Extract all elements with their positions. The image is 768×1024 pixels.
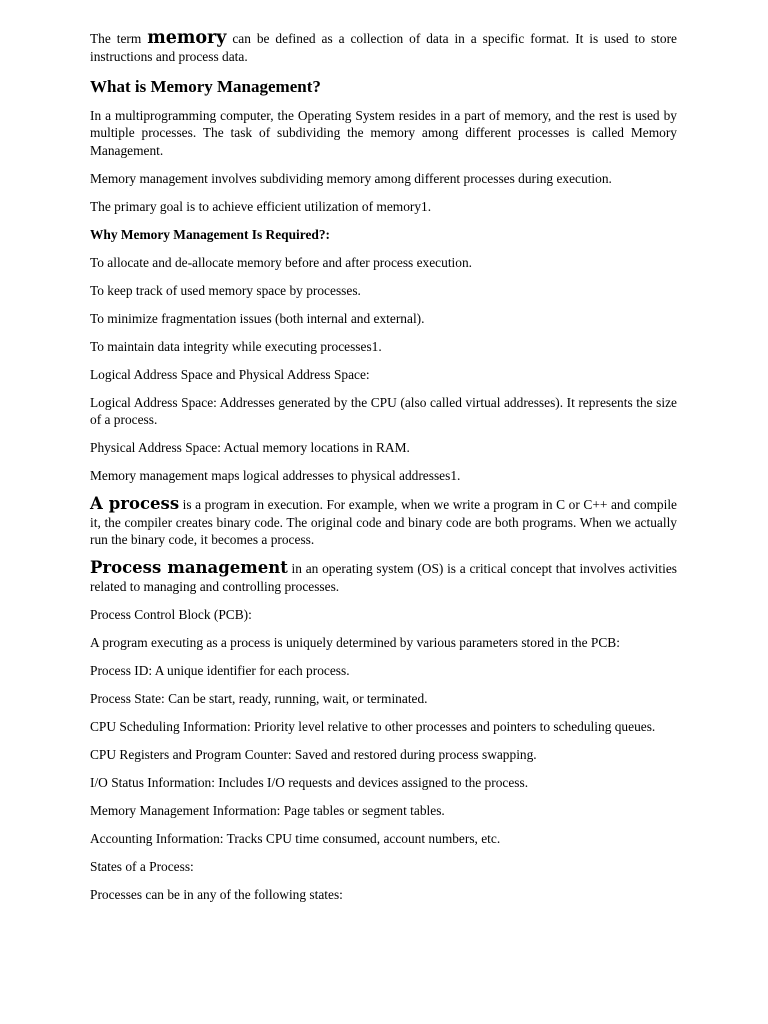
paragraph — [90, 338, 677, 356]
paragraph — [90, 310, 677, 328]
text-run: To keep track of used memory space by processes. — [90, 282, 361, 298]
paragraph — [90, 858, 677, 876]
text-run: Memory Management Information: Page tables or segment tables. — [90, 802, 445, 818]
text-run: can be defined as a collection of data in a specific format. It is used to store instructions and process data. — [90, 31, 677, 64]
paragraph — [90, 634, 677, 652]
paragraph — [90, 439, 677, 457]
paragraph — [90, 662, 677, 680]
text-run: The primary goal is to achieve efficient utilization of memory1. — [90, 198, 432, 214]
paragraph — [90, 495, 677, 549]
paragraph — [90, 254, 677, 272]
text-run: Logical Address Space: Addresses generated by the CPU (also called virtual addresses). It represents the size of a process. — [90, 394, 677, 427]
text-run: Memory management involves subdividing memory among different processes during execution. — [90, 170, 612, 186]
text-run: in an operating system (OS) is a critical concept that involves activities related to managing and controlling processes. — [90, 561, 677, 594]
text-run: A program executing as a process is uniquely determined by various parameters stored in the PCB: — [90, 634, 620, 650]
emphasized-term: memory — [147, 28, 227, 48]
text-run: In a multiprogramming computer, the Operating System resides in a part of memory, and the rest is used by multiple processes. The task of subdividing the memory among different processes is called Memory Management. — [90, 107, 677, 158]
paragraph — [90, 718, 677, 736]
section-heading — [90, 76, 677, 97]
paragraph — [90, 30, 677, 65]
paragraph — [90, 802, 677, 820]
text-run: Process ID: A unique identifier for each process. — [90, 662, 350, 678]
paragraph — [90, 467, 677, 485]
text-run: The term — [90, 31, 148, 46]
paragraph — [90, 559, 677, 595]
text-run: I/O Status Information: Includes I/O requests and devices assigned to the process. — [90, 774, 529, 790]
text-run: CPU Registers and Program Counter: Saved and restored during process swapping. — [90, 746, 537, 762]
text-run: Memory management maps logical addresses to physical addresses1. — [90, 468, 461, 483]
text-run: Process Control Block (PCB): — [90, 606, 252, 622]
paragraph — [90, 198, 677, 216]
emphasized-term: A process — [90, 494, 180, 513]
paragraph — [90, 394, 677, 429]
text-run: To minimize fragmentation issues (both internal and external). — [90, 310, 425, 326]
document-page — [90, 30, 677, 914]
text-run: Processes can be in any of the following states: — [90, 886, 343, 902]
paragraph — [90, 226, 677, 244]
paragraph — [90, 746, 677, 764]
paragraph — [90, 107, 677, 160]
paragraph — [90, 886, 677, 904]
text-run: CPU Scheduling Information: Priority level relative to other processes and pointers to scheduling queues. — [90, 718, 656, 734]
text-run: is a program in execution. For example, when we write a program in C or C++ and compile it, the compiler creates binary code. The original code and binary code are both programs. When we actually run the binary code, it becomes a process. — [90, 497, 678, 547]
text-run: Logical Address Space and Physical Address Space: — [90, 366, 370, 382]
emphasized-term: Process management — [90, 558, 288, 577]
paragraph — [90, 830, 677, 848]
text-run: To maintain data integrity while executing processes1. — [90, 338, 382, 354]
text-run: To allocate and de-allocate memory before and after process execution. — [90, 254, 472, 270]
text-run: Process State: Can be start, ready, running, wait, or terminated. — [90, 690, 428, 706]
paragraph — [90, 774, 677, 792]
paragraph — [90, 606, 677, 624]
paragraph — [90, 170, 677, 188]
text-run: Accounting Information: Tracks CPU time consumed, account numbers, etc. — [90, 830, 501, 846]
text-run: What is Memory Management? — [90, 76, 321, 96]
paragraph — [90, 366, 677, 384]
text-run: Physical Address Space: Actual memory locations in RAM. — [90, 440, 410, 455]
text-run: States of a Process: — [90, 858, 194, 874]
paragraph — [90, 282, 677, 300]
paragraph — [90, 690, 677, 708]
emphasized-term: Why Memory Management Is Required?: — [90, 226, 331, 242]
